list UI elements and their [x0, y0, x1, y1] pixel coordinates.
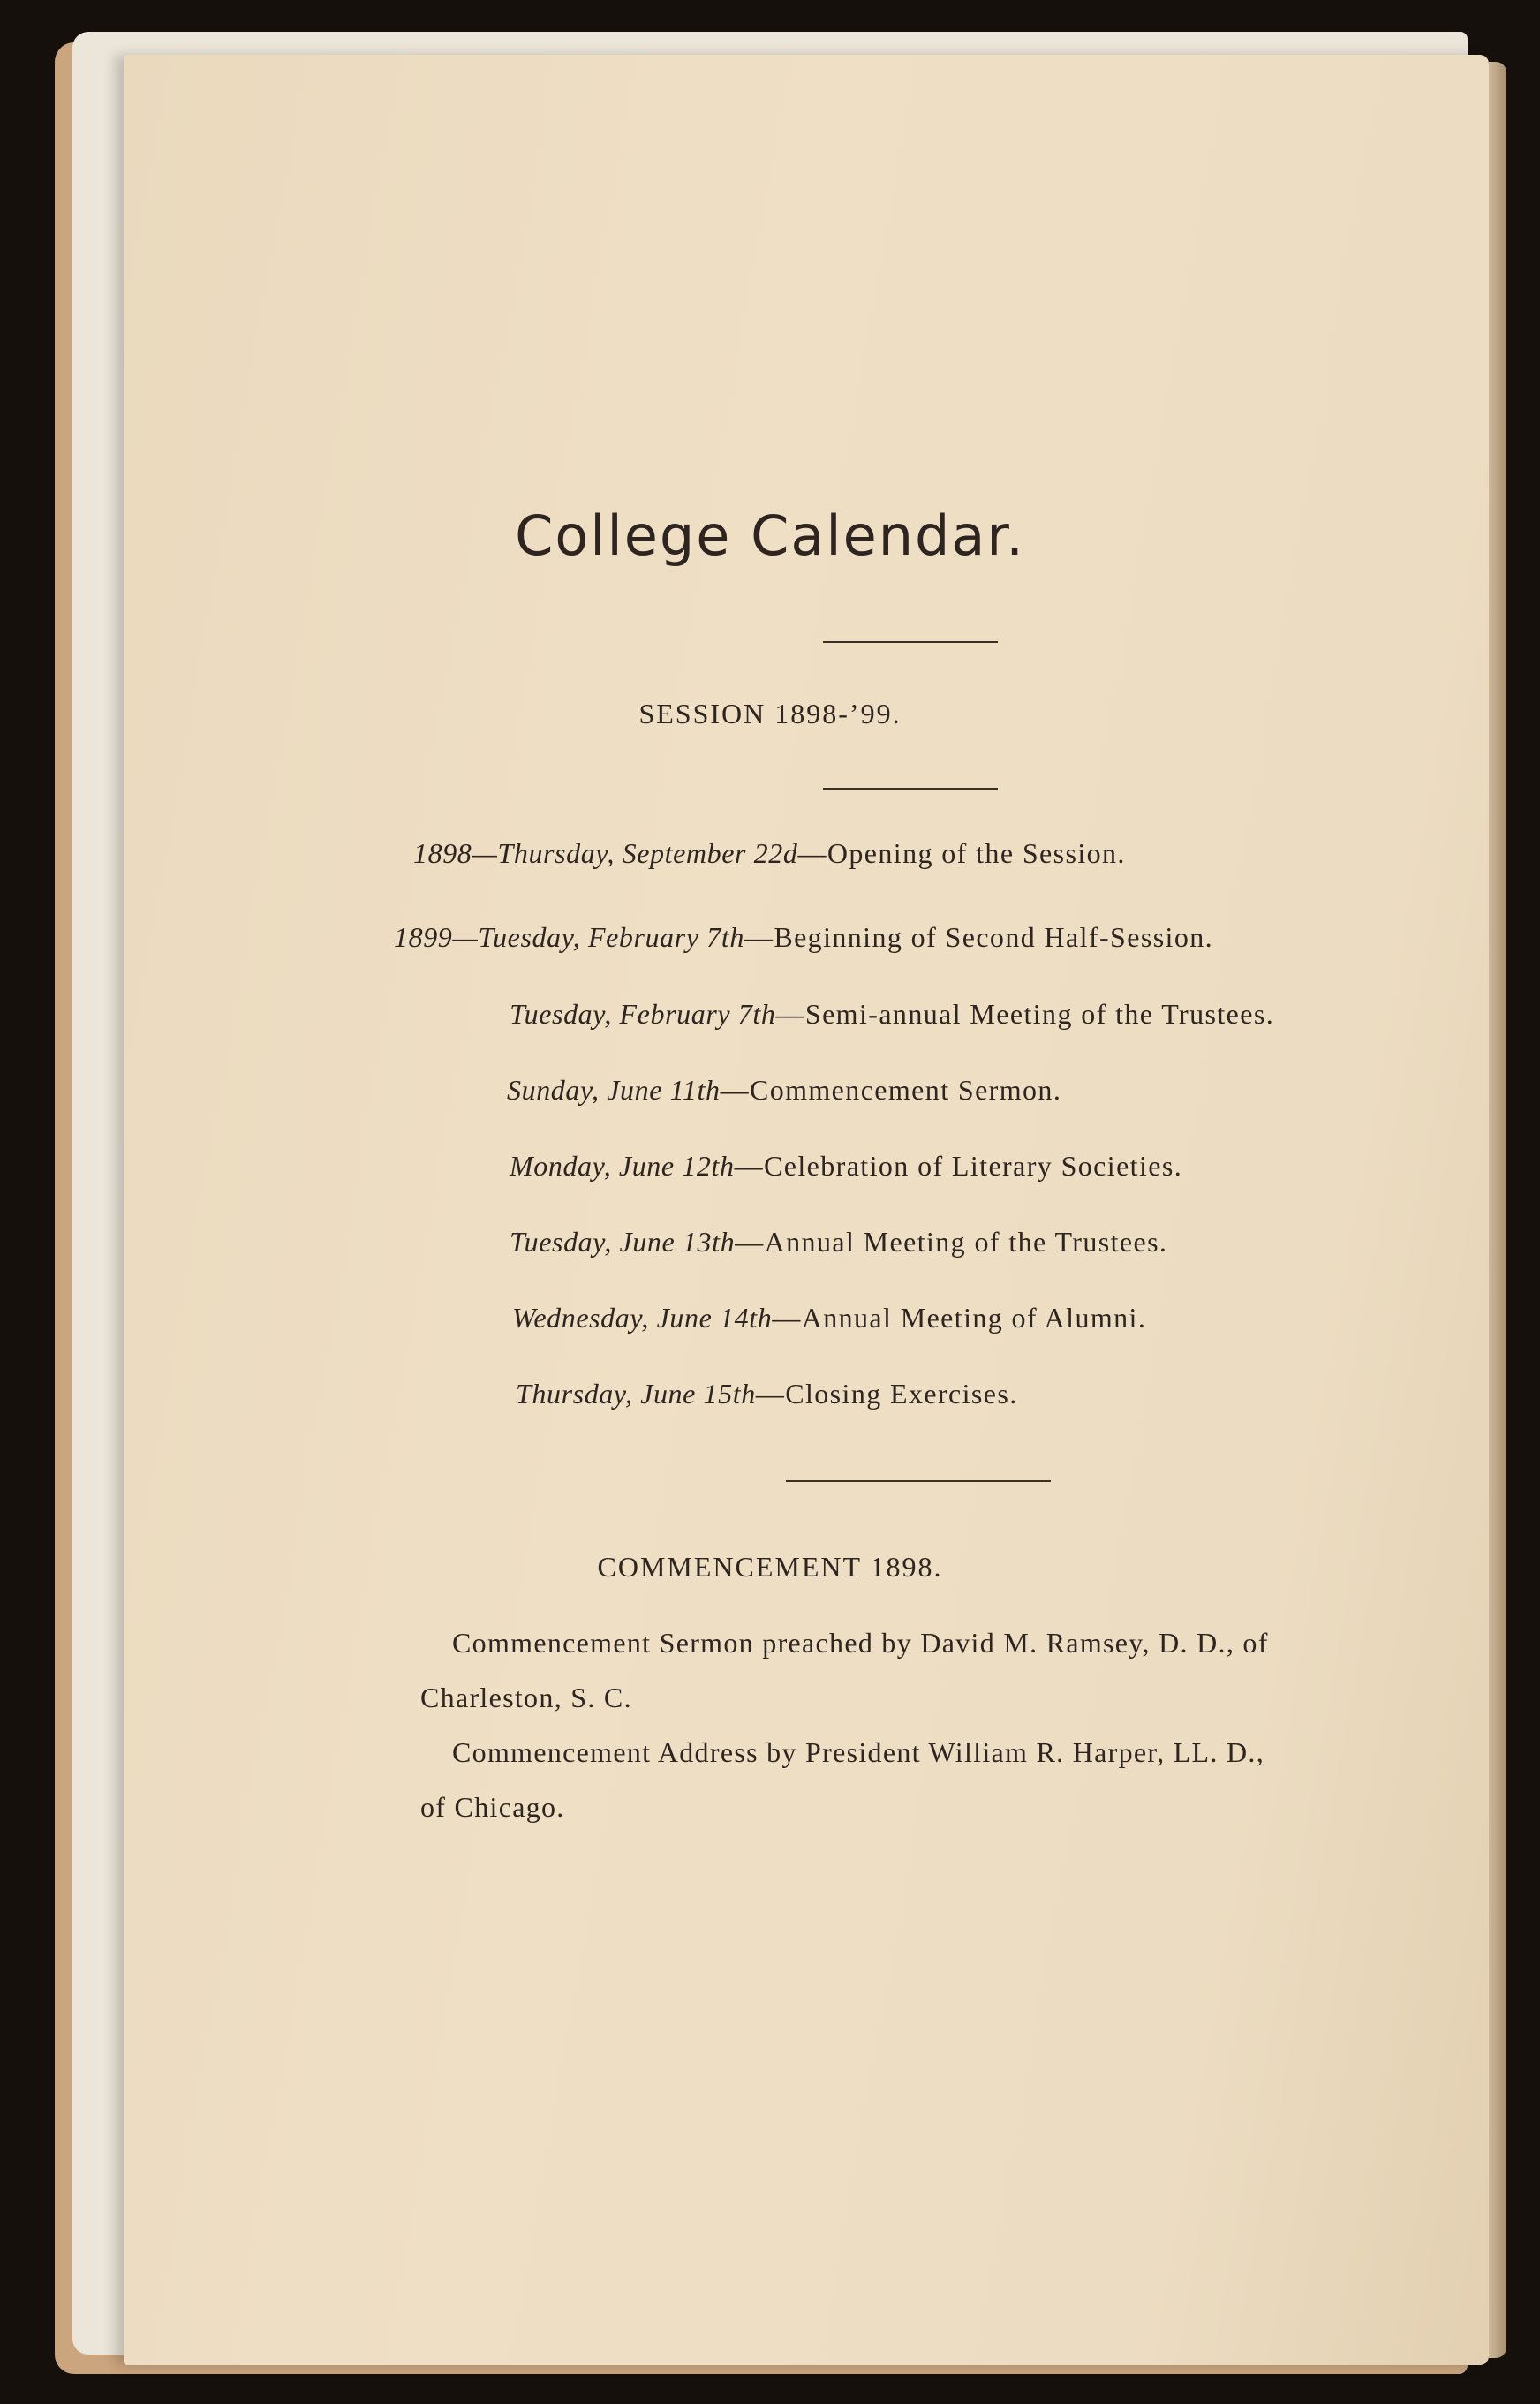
calendar-entry — [510, 1150, 1182, 1183]
entry-event: —Annual Meeting of Alumni. — [772, 1302, 1147, 1334]
divider-3 — [786, 1480, 1051, 1482]
entry-date: Wednesday, June 14th — [512, 1302, 773, 1334]
calendar-entry — [507, 1074, 1061, 1107]
calendar-entry — [516, 1378, 1018, 1410]
entry-event: —Commencement Sermon. — [720, 1074, 1062, 1106]
entry-date: Thursday, June 15th — [516, 1378, 756, 1410]
page-title: College Calendar. — [515, 503, 1025, 568]
divider-1 — [823, 641, 998, 643]
calendar-entry — [510, 998, 1274, 1031]
commencement-line: Commencement Sermon preached by David M. Ramsey, D. D., of — [452, 1627, 1269, 1659]
entry-year: 1898— — [413, 837, 498, 869]
calendar-entry — [394, 921, 1213, 954]
commencement-line: Charleston, S. C. — [420, 1682, 632, 1713]
entry-date: Tuesday, February 7th — [510, 998, 776, 1030]
calendar-entry — [510, 1226, 1167, 1259]
entry-event: —Semi-annual Meeting of the Trustees. — [775, 998, 1275, 1030]
entry-event: —Closing Exercises. — [755, 1378, 1018, 1410]
entry-date: Sunday, June 11th — [507, 1074, 721, 1106]
entry-date: Tuesday, June 13th — [510, 1226, 736, 1258]
divider-2 — [823, 788, 998, 790]
commencement-line: of Chicago. — [420, 1791, 565, 1823]
calendar-entry — [413, 837, 1126, 870]
entry-date: Thursday, September 22d — [497, 837, 798, 869]
entry-event: —Annual Meeting of the Trustees. — [735, 1226, 1168, 1258]
entry-year: 1899— — [394, 921, 479, 953]
page-edge — [1489, 62, 1506, 2358]
commencement-heading: COMMENCEMENT 1898. — [597, 1551, 943, 1583]
commencement-line: Commencement Address by President William R. Harper, LL. D., — [452, 1736, 1265, 1768]
book-page — [124, 55, 1489, 2365]
entry-event: —Beginning of Second Half-Session. — [744, 921, 1214, 953]
entry-date: Monday, June 12th — [510, 1150, 735, 1182]
entry-event: —Opening of the Session. — [797, 837, 1126, 869]
entry-date: Tuesday, February 7th — [478, 921, 744, 953]
session-heading: SESSION 1898-’99. — [638, 698, 902, 730]
calendar-entry — [512, 1302, 1146, 1334]
entry-event: —Celebration of Literary Societies. — [734, 1150, 1183, 1182]
